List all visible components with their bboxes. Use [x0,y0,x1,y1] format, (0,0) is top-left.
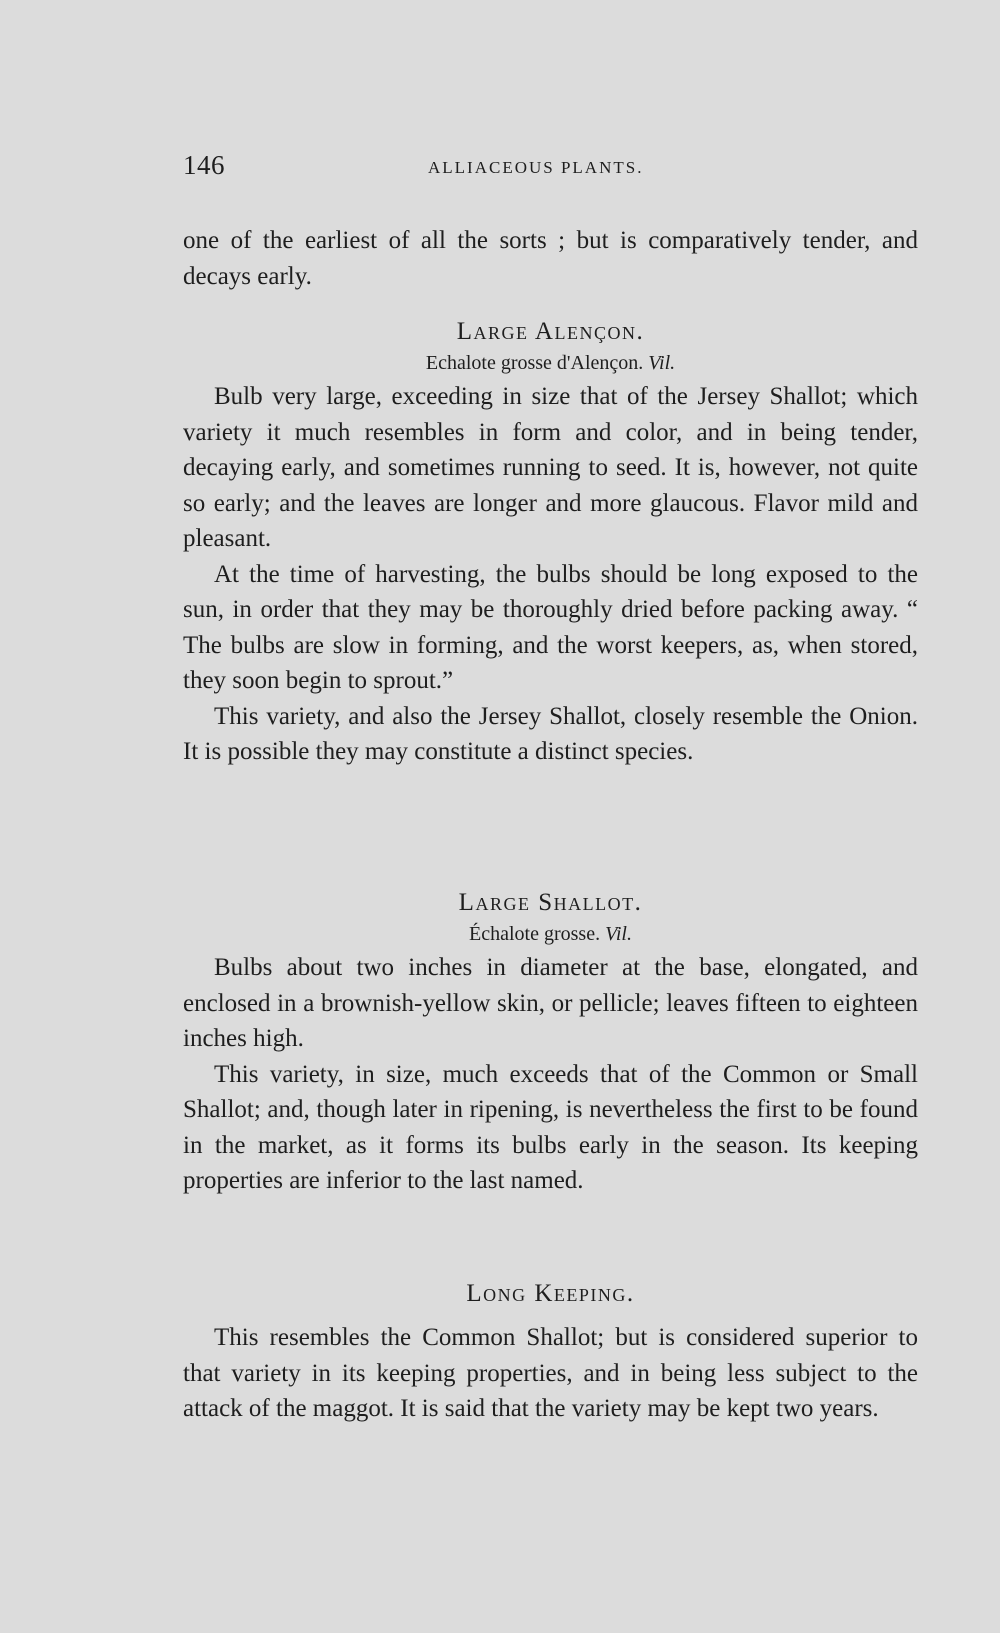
section-heading: Large Shallot. [458,889,643,916]
continuation-paragraph: one of the earliest of all the sorts ; but is comparatively tender, and decays early. [183,227,918,290]
continuation-block [183,223,918,294]
paragraph: This resembles the Common Shallot; but is considered superior to that variety in its keeping properties, and in being less subject to the attack of the maggot. It is said that the variety may be kept two years. [183,1324,918,1422]
paragraph: This variety, and also the Jersey Shallot, closely resemble the Onion. It is possible they may constitute a distinct species. [183,702,918,765]
paragraph: Bulb very large, exceeding in size that of the Jersey Shallot; which variety it much resembles in form and color, and in being tender, decaying early, and sometimes running to seed. It is, however, not quite so early; and the leaves are longer and more glaucous. Flavor mild and pleasant. [183,383,918,552]
synonym-authority: Vil. [605,923,632,945]
section-large-shallot [183,889,918,1199]
synonym-text: Echalote grosse d'Alençon. [425,352,644,374]
section-long-keeping [183,1280,918,1427]
section-synonym [183,923,918,946]
section-heading: Large Alençon. [456,318,645,345]
paragraph: This variety, in size, much exceeds that of the Common or Small Shallot; and, though later in ripening, is nevertheless the first to be found in the market, as it forms its bulbs early in the season. Its keeping properties are inferior to the last named. [183,1060,918,1194]
synonym-text: Échalote grosse. [469,923,601,945]
paragraph: At the time of harvesting, the bulbs should be long exposed to the sun, in order that they may be thoroughly dried before packing away. “ The bulbs are slow in forming, and the worst keepers, as, when stored, they soon begin to sprout.” [183,560,918,694]
page-number: 146 [183,150,225,180]
synonym-authority: Vil. [648,352,676,374]
running-title: ALLIACEOUS PLANTS. [428,158,644,177]
section-synonym [183,352,918,375]
section-heading: Long Keeping. [466,1280,635,1307]
paragraph: Bulbs about two inches in diameter at the base, elongated, and enclosed in a brownish-yellow skin, or pellicle; leaves fifteen to eighteen inches high. [183,954,918,1052]
section-large-alencon [183,318,918,770]
